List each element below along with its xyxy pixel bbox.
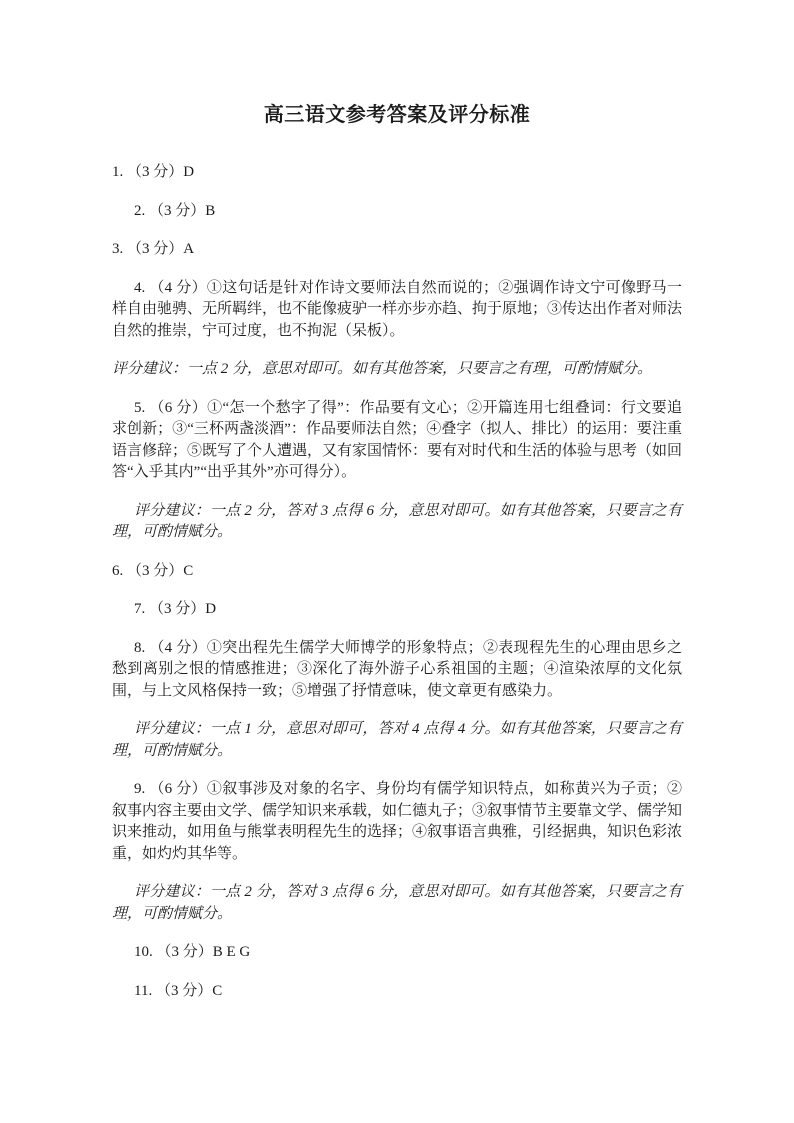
answer-item-paragraph: 6. （3 分）C <box>112 562 194 579</box>
document-body <box>112 162 682 1002</box>
answer-item-paragraph: 7. （3 分）D <box>134 601 217 617</box>
answer-item-paragraph: 1. （3 分）D <box>112 164 195 180</box>
answer-item-paragraph: 8. （4 分）①突出程先生儒学大师博学的形象特点；②表现程先生的心理由思乡之愁到离别之恨的情感推进；③深化了海外游子心系祖国的主题；④渲染浓厚的文化氛围，与上文风格保持一致；⑤增强了抒情意味，使文章更有感染力。 <box>112 639 682 699</box>
answer-item-paragraph: 9. （6 分）①叙事涉及对象的名字、身份均有儒学知识特点，如称黄兴为子贡；②叙事内容主要由文学、儒学知识来承载，如仁德丸子；③叙事情节主要靠文学、儒学知识来推动，如用鱼与熊掌表明程先生的选择；④叙事语言典雅，引经据典，知识色彩浓重，如灼灼其华等。 <box>112 781 683 862</box>
answer-item-paragraph: 3. （3 分）A <box>112 241 195 257</box>
scoring-suggestion-paragraph: 评分建议：一点 1 分，意思对即可，答对 4 点得 4 分。如有其他答案，只要言之有理，可酌情赋分。 <box>112 721 682 759</box>
answer-item-paragraph: 5. （6 分）①“怎一个愁字了得”：作品要有文心；②开篇连用七组叠词：行文要追求创新；③“三杯两盏淡酒”：作品要师法自然；④叠字（拟人、排比）的运用：要注重语言修辞；⑤既写了个人遭遇，又有家国情怀：要有对时代和生活的体验与思考（如回答“入乎其内”“出乎其外”亦可得分）。 <box>112 399 683 480</box>
answer-item-paragraph: 2. （3 分）B <box>134 202 216 219</box>
answer-item-paragraph: 4. （4 分）①这句话是针对作诗文要师法自然而说的；②强调作诗文宁可像野马一样自由驰骋、无所羁绊，也不能像疲驴一样亦步亦趋、拘于原地；③传达出作者对师法自然的推崇，宁可过度，也不拘泥（呆板）。 <box>112 279 683 339</box>
page-title: 高三语文参考答案及评分标准 <box>263 104 531 126</box>
scoring-suggestion-paragraph: 评分建议：一点 2 分，答对 3 点得 6 分，意思对即可。如有其他答案，只要言之有理，可酌情赋分。 <box>112 502 682 540</box>
scoring-suggestion-paragraph: 评分建议：一点 2 分，答对 3 点得 6 分，意思对即可。如有其他答案，只要言之有理，可酌情赋分。 <box>112 884 682 922</box>
answer-item-paragraph: 10. （3 分）B E G <box>134 944 251 960</box>
answer-item-paragraph: 11. （3 分）C <box>134 982 223 999</box>
scoring-suggestion-paragraph: 评分建议：一点 2 分，意思对即可。如有其他答案，只要言之有理，可酌情赋分。 <box>112 361 653 377</box>
